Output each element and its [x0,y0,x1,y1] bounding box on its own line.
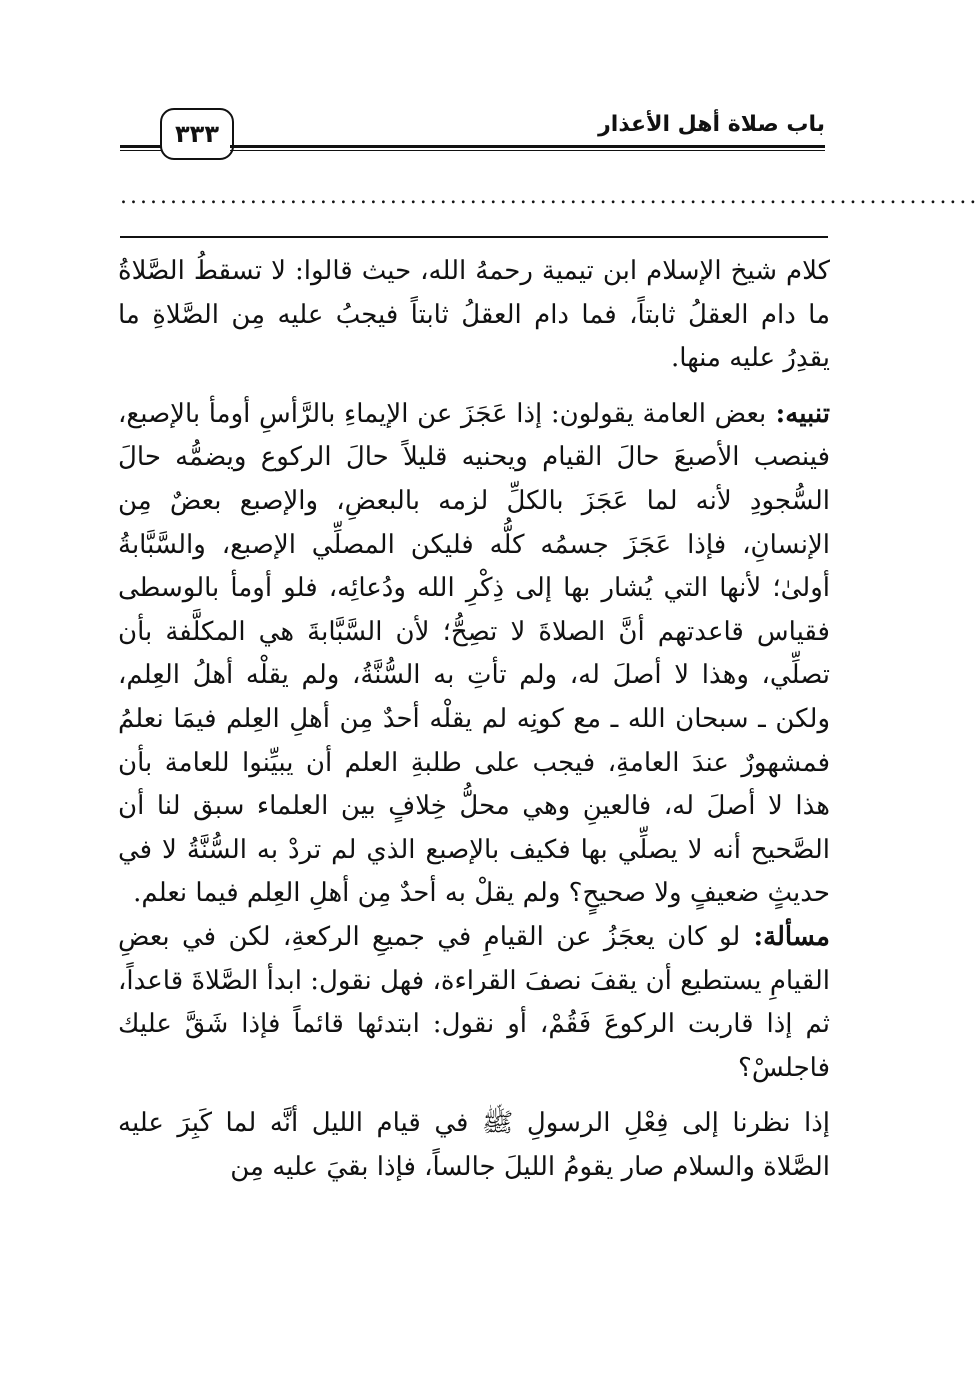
paragraph-1-text: كلام شيخ الإسلام ابن تيمية رحمهُ الله، حيث قالوا: لا تسقطُ الصَّلاةُ ما دام العقلُ ثابتاً، فما دام العقلُ ثابتاً فيجبُ عليه مِن الصَّلاةِ ما يقدِرُ عليه منها. [118,256,830,374]
paragraph-answer-text: إذا نظرنا إلى فِعْلِ الرسولِ ﷺ في قيام الليل أنَّه لما كَبِرَ عليه الصَّلاة والسلام صار يقومُ الليلَ جالساً، فإذا بقيَ عليه مِن [118,1108,830,1182]
body-text [118,250,830,1310]
paragraph-question [118,916,830,1090]
question-lead: مسألة: [740,921,830,952]
paragraph-1 [118,250,830,381]
chapter-title: باب صلاة أهل الأعذار [598,112,825,137]
note-lead: تنبيه: [766,398,830,429]
header-rule [230,145,825,151]
page-number-box [160,108,234,160]
paragraph-note [118,393,830,916]
page-header [120,108,825,158]
page-number: ٣٣٣ [175,120,219,148]
footnote-dots: ...................................................................................... [120,184,979,209]
separator-rule [120,236,828,238]
header-rule-left [120,145,162,151]
paragraph-note-text: بعض العامة يقولون: إذا عَجَزَ عن الإيماءِ بالرَّأسِ أومأ بالإصبع، فينصب الأصبعَ حالَ القيام ويحنيه قليلاً حالَ الركوع ويضمُّه حالَ السُّجودِ لأنه لما عَجَزَ بالكلِّ لزمه بالبعضِ، والإصبع بعضٌ مِن الإنسانِ، فإذا عَجَزَ جسمُه كلُّه فليكن المصلِّي الإصبع، والسَّبَّابةُ أولىٰ؛ لأنها التي يُشار بها إلى ذِكْرِ الله ودُعائِه، فلو أومأ بالوسطى فقياس قاعدتهم أنَّ الصلاةَ لا تصِحُّ؛ لأن السَّبَّابةَ هي المكلَّفة بأن تصلِّي، وهذا لا أصلَ له، ولم تأتِ به السُّنَّةُ، ولم يقلْه أهلُ العِلم، ولكن ـ سبحان الله ـ مع كونِه لم يقلْه أحدٌ مِن أهلِ العِلم فيمَا نعلمُ فمشهورٌ عندَ العامةِ، فيجب على طلبةِ العلم أن يبيِّنوا للعامة بأن هذا لا أصلَ له، فالعينِ وهي محلُّ خِلافٍ بين العلماء سبق لنا أن الصَّحيح أنه لا يصلِّي بها فكيف بالإصبع الذي لم تردْ به السُّنَّةُ لا في حديثٍ ضعيفٍ ولا صحيحٍ؟ ولم يقلْ به أحدٌ مِن أهلِ العِلم فيما نعلم. [118,398,830,909]
paragraph-question-text: لو كان يعجَزُ عن القيامِ في جميعِ الركعةِ، لكن في بعضِ القيامِ يستطيع أن يقفَ نصفَ القراءة، فهل نقول: ابدأ الصَّلاةَ قاعداً، ثم إذا قاربت الركوعَ فَقُمْ، أو نقول: ابتدئها قائماً فإذا شَقَّ عليك فاجلسْ؟ [118,921,830,1083]
paragraph-answer [118,1102,830,1189]
